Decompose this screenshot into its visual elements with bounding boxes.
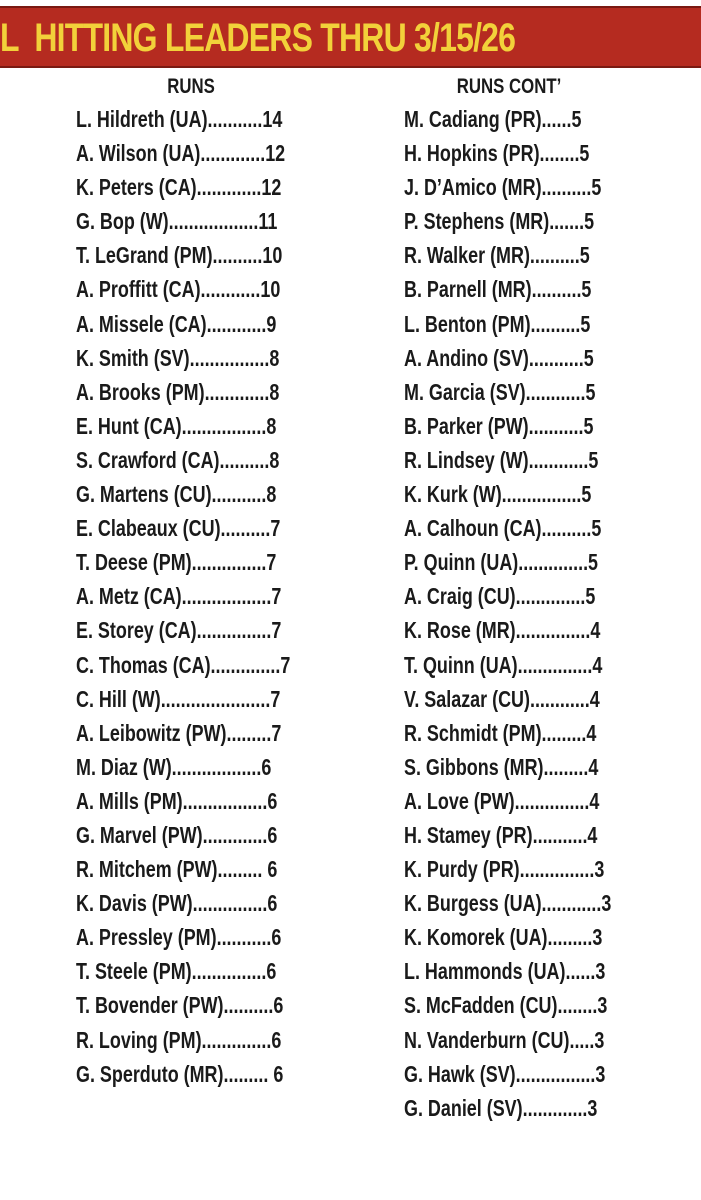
leader-entry: M. Cadiang (PR)......5 [404, 106, 582, 132]
leader-entry: T. Quinn (UA)...............4 [404, 651, 603, 678]
leader-entry: A. Missele (CA)............9 [76, 310, 277, 337]
leader-entry: G. Hawk (SV)................3 [404, 1060, 606, 1087]
leader-entry: E. Hunt (CA).................8 [76, 412, 277, 439]
leader-entry: A. Mills (PM).................6 [76, 787, 278, 814]
leader-entry: T. Bovender (PW)..........6 [76, 992, 284, 1019]
leader-entry: P. Stephens (MR).......5 [404, 208, 595, 235]
leader-entry: M. Garcia (SV)............5 [404, 378, 596, 405]
leader-entry: B. Parnell (MR)..........5 [404, 276, 592, 303]
leader-entry: C. Hill (W)......................7 [76, 685, 281, 712]
leader-entry: K. Purdy (PR)...............3 [404, 856, 605, 883]
leader-entry: H. Hopkins (PR)........5 [404, 140, 590, 167]
leader-entry: A. Leibowitz (PW).........7 [76, 719, 282, 746]
banner-title: L HITTING LEADERS THRU 3/15/26 [0, 16, 516, 60]
leader-entry: S. Crawford (CA)..........8 [76, 446, 280, 473]
leader-entry: L. Hildreth (UA)...........14 [76, 106, 283, 132]
leader-entry: V. Salazar (CU)............4 [404, 685, 600, 712]
leader-entry: R. Schmidt (PM).........4 [404, 719, 597, 746]
leader-entry: G. Martens (CU)...........8 [76, 481, 277, 508]
runs-list [76, 102, 376, 1091]
leader-entry: H. Stamey (PR)...........4 [404, 821, 598, 848]
leader-entry: A. Wilson (UA).............12 [76, 140, 286, 167]
leader-entry: S. McFadden (CU)........3 [404, 992, 608, 1019]
leader-entry: R. Loving (PM)..............6 [76, 1026, 282, 1053]
leader-entry: A. Love (PW)...............4 [404, 787, 600, 814]
leader-entry: E. Storey (CA)...............7 [76, 617, 282, 644]
header-banner [0, 6, 701, 68]
leader-entry: N. Vanderburn (CU).....3 [404, 1026, 605, 1053]
leader-entry: R. Mitchem (PW)......... 6 [76, 856, 278, 883]
leader-entry: T. Steele (PM)...............6 [76, 958, 277, 985]
leader-entry: K. Rose (MR)...............4 [404, 617, 601, 644]
leader-entry: E. Clabeaux (CU)..........7 [76, 515, 281, 542]
runs-cont-heading: RUNS CONT’ [456, 75, 562, 98]
leader-entry: A. Andino (SV)...........5 [404, 344, 594, 371]
leader-entry: A. Brooks (PM).............8 [76, 378, 280, 405]
leader-entry: M. Diaz (W)..................6 [76, 753, 272, 780]
leader-entry: B. Parker (PW)...........5 [404, 412, 594, 439]
leader-entry: S. Gibbons (MR).........4 [404, 753, 599, 780]
leader-entry: A. Calhoun (CA)..........5 [404, 515, 602, 542]
leader-entry: G. Sperduto (MR)......... 6 [76, 1060, 284, 1087]
leader-entry: T. Deese (PM)...............7 [76, 549, 277, 576]
runs-cont-list [404, 102, 664, 1125]
leader-entry: A. Pressley (PM)...........6 [76, 924, 282, 951]
leader-entry: K. Smith (SV)................8 [76, 344, 280, 371]
runs-column [76, 72, 376, 1091]
runs-cont-column [404, 72, 664, 1125]
leader-entry: T. LeGrand (PM)..........10 [76, 242, 283, 269]
leader-entry: G. Bop (W)..................11 [76, 208, 278, 235]
leader-entry: A. Proffitt (CA)............10 [76, 276, 281, 303]
leader-entry: K. Peters (CA).............12 [76, 174, 282, 201]
leader-entry: A. Metz (CA)..................7 [76, 583, 282, 610]
leader-entry: R. Walker (MR)..........5 [404, 242, 590, 269]
leader-entry: L. Hammonds (UA)......3 [404, 958, 606, 985]
leader-entry: K. Davis (PW)...............6 [76, 890, 278, 917]
leader-entry: G. Marvel (PW).............6 [76, 821, 278, 848]
runs-heading: RUNS [167, 75, 215, 98]
leader-entry: A. Craig (CU)..............5 [404, 583, 596, 610]
leader-entry: R. Lindsey (W)............5 [404, 446, 599, 473]
leader-entry: K. Burgess (UA)............3 [404, 890, 612, 917]
leader-entry: G. Daniel (SV).............3 [404, 1094, 598, 1121]
leader-entry: C. Thomas (CA)..............7 [76, 651, 291, 678]
leader-entry: K. Komorek (UA).........3 [404, 924, 603, 951]
leader-entry: L. Benton (PM)..........5 [404, 310, 591, 337]
leader-entry: J. D’Amico (MR)..........5 [404, 174, 602, 201]
leader-entry: K. Kurk (W)................5 [404, 481, 592, 508]
leader-entry: P. Quinn (UA)..............5 [404, 549, 599, 576]
